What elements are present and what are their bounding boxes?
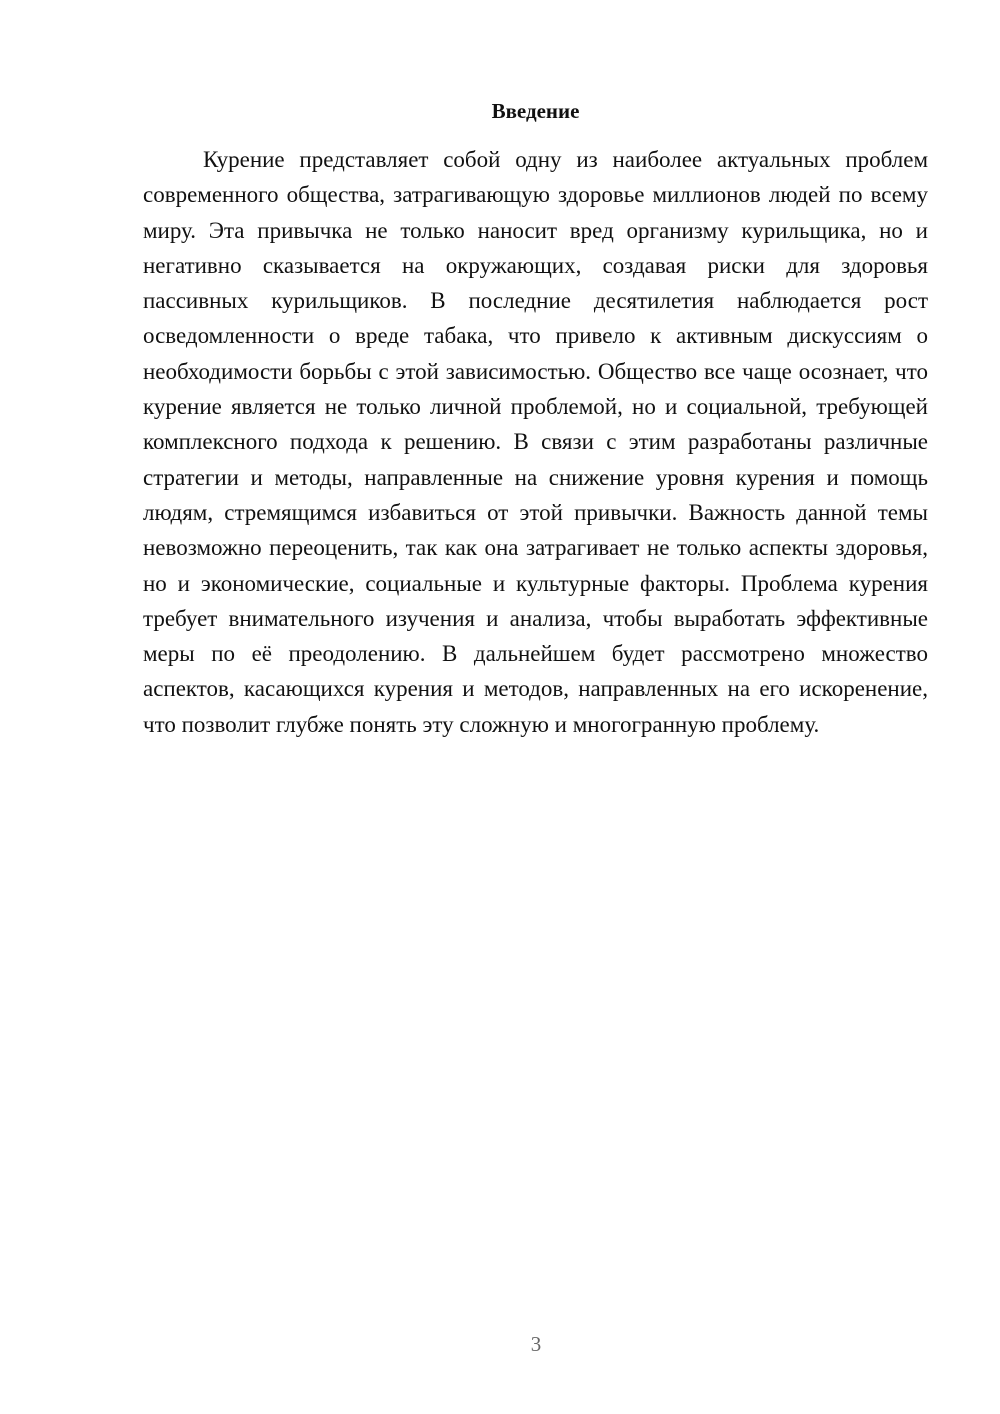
page-number: 3: [530, 1332, 542, 1356]
introduction-paragraph: Курение представляет собой одну из наиболее актуальных проблем современного общества, затрагивающую здоровье миллионов людей по всему миру. Эта привычка не только наносит вред организму курильщика, но и негативно сказывается на окружающих, создавая риски для здоровья пассивных курильщиков. В последние десятилетия наблюдается рост осведомленности о вреде табака, что привело к активным дискуссиям о необходимости борьбы с этой зависимостью. Общество все чаще осознает, что курение является не только личной проблемой, но и социальной, требующей комплексного подхода к решению. В связи с этим разработаны различные стратегии и методы, направленные на снижение уровня курения и помощь людям, стремящимся избавиться от этой привычки. Важность данной темы невозможно переоценить, так как она затрагивает не только аспекты здоровья, но и экономические, социальные и культурные факторы. Проблема курения требует внимательного изучения и анализа, чтобы выработать эффективные меры по её преодолению. В дальнейшем будет рассмотрено множество аспектов, касающихся курения и методов, направленных на его искоренение, что позволит глубже понять эту сложную и многогранную проблему.: [143, 147, 928, 737]
section-heading: Введение: [491, 99, 580, 123]
